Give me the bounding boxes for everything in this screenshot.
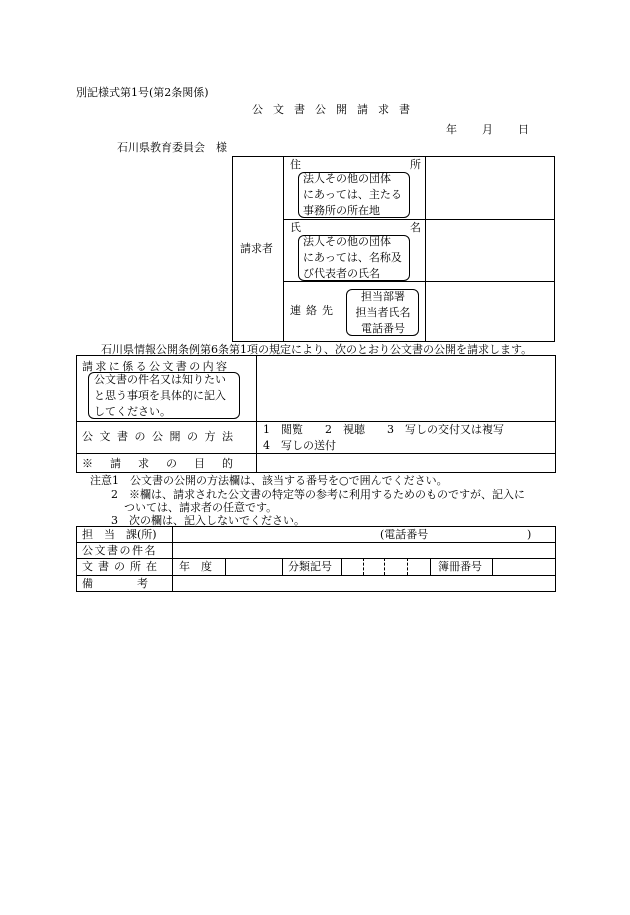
address-label-right: 所 [410,158,421,171]
location-divider-2 [282,558,283,575]
content-label: 請求に係る公文書の内容 [82,360,230,373]
year-label: 年 度 [179,560,212,573]
ledger-label: 簿冊番号 [438,560,482,573]
contact-note [352,289,414,337]
name-label-right: 名 [410,221,421,234]
requester-label: 請求者 [240,242,273,255]
class-dash-1 [363,558,364,575]
location-divider-1 [225,558,226,575]
address-label-left: 住 [290,158,301,171]
content-field[interactable] [257,356,555,420]
phone-close: ) [527,528,532,541]
office-row-divider-3 [76,575,556,576]
form-number: 別記様式第1号(第2条関係) [76,86,209,99]
remarks-label: 備 考 [82,577,148,590]
class-dash-2 [384,558,385,575]
address-note-line: にあっては、主たる [303,188,402,201]
method-options[interactable] [263,422,504,454]
request-statement: 石川県情報公開条例第6条第1項の規定により、次のとおり公文書の公開を請求します。 [101,343,533,356]
date-day-label: 日 [518,123,529,136]
address-field[interactable] [426,157,554,218]
name-note-line: にあっては、名称及 [303,251,402,264]
phone-label: (電話番号 [380,528,429,541]
location-label: 文書の所在 [82,560,162,573]
method-option-line[interactable]: 4 写しの送付 [263,439,336,452]
contact-note-line: 電話番号 [361,322,405,335]
office-label-divider [172,526,173,592]
name-label-left: 氏 [290,221,301,234]
office-row-divider-2 [76,558,556,559]
dept-label: 担 当 課(所) [82,528,157,541]
content-note-line: と思う事項を具体的に記入 [94,389,226,402]
method-option-line[interactable]: 1 閲覧 2 視聴 3 写しの交付又は複写 [263,423,504,436]
location-divider-4 [430,558,431,575]
addressee: 石川県教育委員会 様 [117,141,227,154]
class-dash-3 [407,558,408,575]
content-note [94,372,226,420]
content-note-line: 公文書の件名又は知りたい [94,373,226,386]
name-field[interactable] [426,220,554,280]
contact-label: 連絡先 [290,304,338,317]
address-note-line: 事務所の所在地 [303,204,380,217]
address-note-line: 法人その他の団体 [303,172,391,185]
content-note-line: してください。 [94,405,171,418]
class-label: 分類記号 [288,560,332,573]
name-note [303,234,402,282]
name-note-line: 法人その他の団体 [303,235,391,248]
location-divider-5 [492,558,493,575]
note-1: 注意1 公文書の公開の方法欄は、該当する番号を○で囲んでください。 [90,474,448,487]
requester-divider [283,156,284,342]
method-label: 公文書の公開の方法 [82,430,240,443]
note-2: 2 ※欄は、請求された公文書の特定等の参考に利用するためのものですが、記入に [111,488,525,501]
contact-field[interactable] [426,282,554,341]
subject-label: 公文書の件名 [82,544,157,557]
note-3: 3 次の欄は、記入しないでください。 [111,514,305,527]
address-note [303,171,402,219]
date-year-label: 年 [446,123,457,136]
name-note-line: び代表者の氏名 [303,267,380,280]
office-row-divider-1 [76,542,556,543]
location-divider-3 [341,558,342,575]
contact-note-line: 担当者氏名 [355,306,411,319]
purpose-field[interactable] [257,454,555,472]
contact-note-line: 担当部署 [361,290,405,303]
purpose-label: ※ 請 求 の 目 的 [82,457,236,470]
date-month-label: 月 [482,123,493,136]
note-2-continued: ついては、請求者の任意です。 [124,501,278,514]
page-title: 公文書公開請求書 [252,103,420,116]
